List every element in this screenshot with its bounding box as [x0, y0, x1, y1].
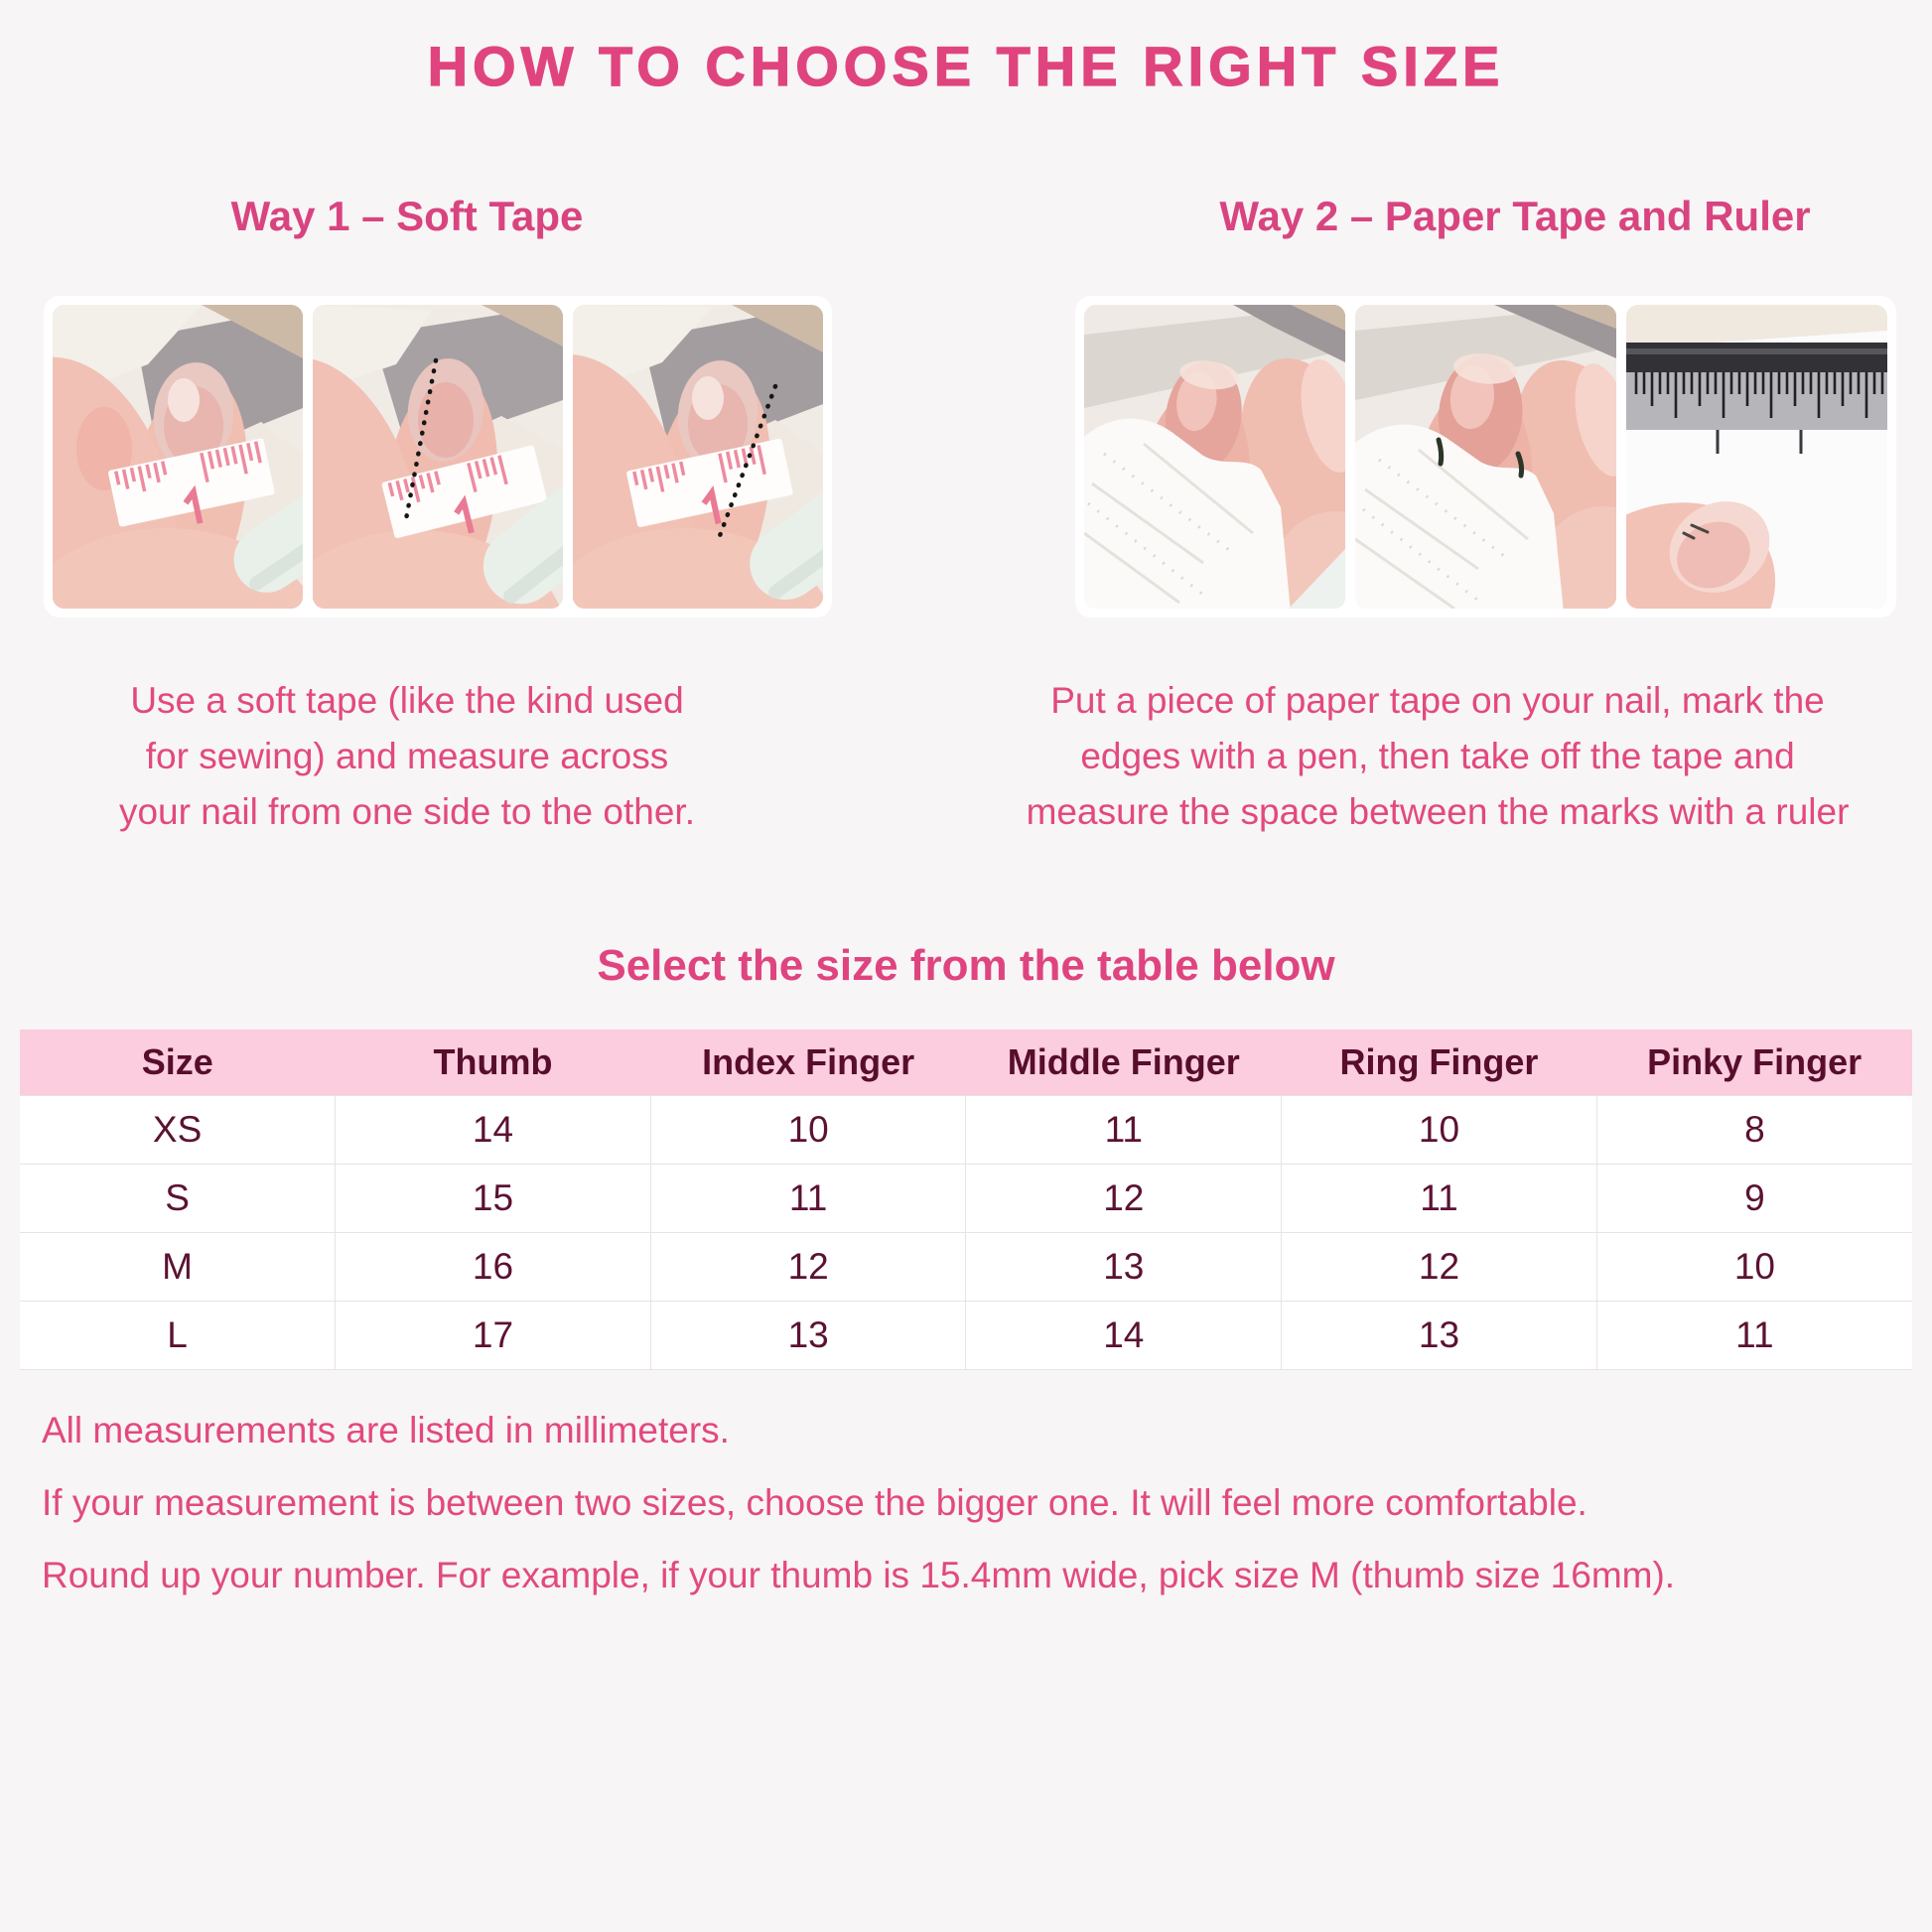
way2-heading: Way 2 – Paper Tape and Ruler [1219, 193, 1811, 239]
cell-size: L [20, 1302, 336, 1370]
col-header-ring-finger: Ring Finger [1282, 1030, 1597, 1096]
way2-caption-line: Put a piece of paper tape on your nail, mark the [1050, 680, 1825, 721]
way1-caption-line: Use a soft tape (like the kind used [130, 680, 684, 721]
size-table-header [20, 1030, 1912, 1096]
cell-middle: 13 [966, 1233, 1282, 1302]
cell-pinky: 9 [1596, 1165, 1912, 1233]
way1-caption-line: your nail from one side to the other. [118, 791, 695, 832]
table-section-heading: Select the size from the table below [597, 941, 1335, 990]
cell-index: 10 [650, 1096, 966, 1165]
cell-thumb: 17 [336, 1302, 651, 1370]
way1-caption [30, 673, 784, 840]
cell-thumb: 16 [336, 1233, 651, 1302]
table-row-xs [20, 1096, 1912, 1165]
cell-index: 13 [650, 1302, 966, 1370]
cell-middle: 11 [966, 1096, 1282, 1165]
cell-pinky: 8 [1596, 1096, 1912, 1165]
cell-middle: 14 [966, 1302, 1282, 1370]
cell-pinky: 10 [1596, 1233, 1912, 1302]
size-table-body [20, 1096, 1912, 1370]
way2-photo-strip [1075, 296, 1896, 618]
col-header-thumb: Thumb [336, 1030, 651, 1096]
table-row-m [20, 1233, 1912, 1302]
cell-size: XS [20, 1096, 336, 1165]
note-units: All measurements are listed in millimeters. [42, 1410, 730, 1450]
cell-index: 11 [650, 1165, 966, 1233]
cell-index: 12 [650, 1233, 966, 1302]
cell-thumb: 15 [336, 1165, 651, 1233]
cell-middle: 12 [966, 1165, 1282, 1233]
way1-photo-strip [44, 296, 832, 618]
ruler-measure-photo-3-icon [1626, 305, 1887, 609]
cell-ring: 12 [1282, 1233, 1597, 1302]
page-title: HOW TO CHOOSE THE RIGHT SIZE [427, 35, 1505, 97]
way2-caption-line: edges with a pen, then take off the tape and [1080, 736, 1795, 776]
soft-tape-photo-1-icon [53, 305, 303, 609]
cell-pinky: 11 [1596, 1302, 1912, 1370]
table-row-s [20, 1165, 1912, 1233]
cell-ring: 13 [1282, 1302, 1597, 1370]
paper-tape-photo-1-icon [1084, 305, 1345, 609]
way1-caption-line: for sewing) and measure across [145, 736, 669, 776]
col-header-middle-finger: Middle Finger [966, 1030, 1282, 1096]
measurement-notes [42, 1410, 1908, 1627]
way2-caption [971, 673, 1904, 840]
paper-tape-photo-2-icon [1355, 305, 1616, 609]
note-between-sizes: If your measurement is between two sizes, choose the bigger one. It will feel more comfortable. [42, 1482, 1587, 1523]
col-header-size: Size [20, 1030, 336, 1096]
cell-ring: 11 [1282, 1165, 1597, 1233]
table-row-l [20, 1302, 1912, 1370]
cell-thumb: 14 [336, 1096, 651, 1165]
way1-heading: Way 1 – Soft Tape [230, 193, 584, 239]
note-round-up: Round up your number. For example, if your thumb is 15.4mm wide, pick size M (thumb size 16mm). [42, 1555, 1676, 1595]
cell-size: S [20, 1165, 336, 1233]
col-header-pinky-finger: Pinky Finger [1596, 1030, 1912, 1096]
cell-ring: 10 [1282, 1096, 1597, 1165]
way2-caption-line: measure the space between the marks with a ruler [1026, 791, 1850, 832]
soft-tape-photo-3-icon [573, 305, 823, 609]
size-table [20, 1030, 1912, 1370]
soft-tape-photo-2-icon [313, 305, 563, 609]
cell-size: M [20, 1233, 336, 1302]
col-header-index-finger: Index Finger [650, 1030, 966, 1096]
table-header-row [20, 1030, 1912, 1096]
